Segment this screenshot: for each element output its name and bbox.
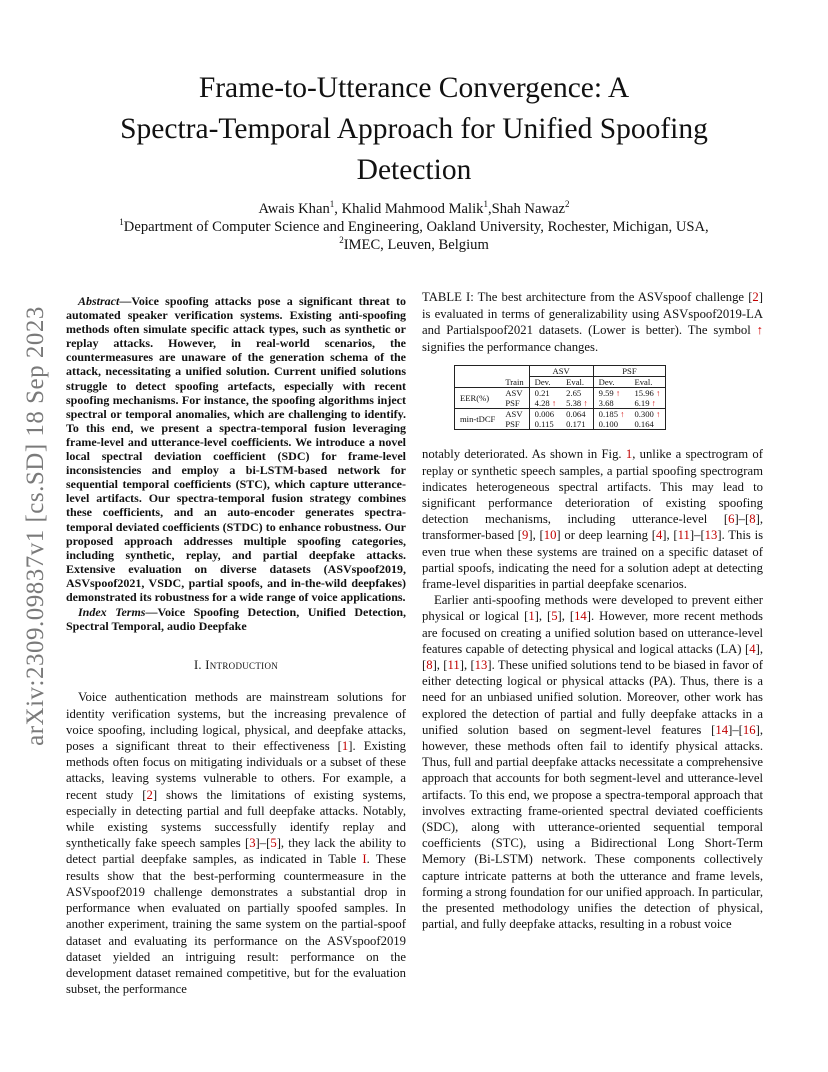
paper-title <box>60 68 768 191</box>
up-arrow-icon: ↑ <box>583 398 588 409</box>
citation-link[interactable]: 8 <box>749 512 756 527</box>
citation-link[interactable]: 10 <box>543 528 557 543</box>
text-run: . These results show that the best-performing countermeasure in the ASVspoof2019 challenge demonstrates a substantial drop in performance when evaluated on partially spoofed samples. In another experiment, training the same system on the partial-spoof dataset and evaluating its performance on the ASVspoof2019 dataset yielded an intriguing result: performance on the development dataset remained competitive, but for the evaluation subset, the performance <box>66 852 406 997</box>
index-terms-text: —Voice Spoofing Detection, Unified Detection, Spectral Temporal, audio Deepfake <box>66 605 406 634</box>
table-sub-header: Eval. <box>561 377 593 388</box>
table-value: 6.19 <box>634 398 650 409</box>
table-value: 0.006 <box>534 409 554 420</box>
text-run: ], [ <box>459 658 475 673</box>
table-row <box>455 388 666 399</box>
table-train-cell: ASV <box>505 388 523 399</box>
text-run: ], [ <box>422 641 763 673</box>
affiliation-1 <box>60 218 768 236</box>
citation-link[interactable]: 4 <box>655 528 663 543</box>
text-run: ]–[ <box>689 528 705 543</box>
text-run: ], [ <box>662 528 678 543</box>
table-value: 4.28 <box>534 398 550 409</box>
table-sub-header: Dev. <box>593 377 629 388</box>
table-value-cell <box>529 419 561 430</box>
citation-link[interactable]: 2 <box>146 787 153 802</box>
citation-link[interactable]: 8 <box>426 658 433 673</box>
table-value-cell <box>561 398 593 409</box>
index-terms-label: Index Terms <box>78 605 146 620</box>
author-affil-mark: 1 <box>329 199 335 210</box>
table-train-cell: ASV <box>500 409 529 420</box>
table-value: 0.115 <box>534 419 554 430</box>
text-run: Earlier anti-spoofing methods were developed to prevent either physical or logical [ <box>422 593 763 624</box>
text-run: ] is evaluated in terms of generalizability using ASVspoof2019-LA and Partialspoof2021 datasets. (Lower is better). The symbol <box>422 290 763 338</box>
title-line: Spectra-Temporal Approach for Unified Spoofing <box>120 113 708 145</box>
affiliation-2 <box>60 236 768 254</box>
results-table <box>454 365 666 430</box>
left-column <box>66 294 406 997</box>
citation-link[interactable]: 14 <box>715 722 729 737</box>
table-value: 0.300 <box>634 409 654 420</box>
up-arrow-icon: ↑ <box>655 388 661 399</box>
up-arrow-icon: ↑ <box>615 388 621 399</box>
text-run: ]. This is even true when these systems are trained on a specific dataset of partial spoofs, indicating the need for a solution adept at detecting frame-level disparities in partial deepfake scenarios. <box>422 528 764 591</box>
table-value-cell <box>561 409 593 420</box>
body-paragraph <box>422 592 763 932</box>
author-list <box>60 200 768 218</box>
text-run: ], however, these methods often fail to identify physical attacks. Thus, full and partial deepfake attacks necessitate a comprehensive approach that accounts for both segment-level and utterance-level artifacts. To this end, we propose a spectra-temporal approach that involves extracting frame-oriented spectral deviated coefficients (SDC), along with utterance-oriented sequential temporal coefficients (STC), using a Bidirectional Long Short-Term Memory (Bi-LSTM) network. These components collectively capture intricate patterns at both the utterance and frame levels, forming a strong foundation for our unified approach. In particular, the presented methodology unifies the detection of physical, partial, and fully deepfake attacks, resulting in a robust voice <box>422 722 763 932</box>
table-value: 3.68 <box>598 398 614 409</box>
affil-text: Department of Computer Science and Engineering, Oakland University, Rochester, Michigan, USA, <box>123 219 709 235</box>
up-arrow-icon: ↑ <box>655 409 661 420</box>
text-run: ]. Existing methods often focus on mitigating individuals or a subset of these attacks, leaving systems vulnerable to others. For example, a recent study [ <box>66 739 406 802</box>
text-run: ], [ <box>528 528 544 543</box>
citation-link[interactable]: 14 <box>574 609 587 624</box>
table-group-header: PSF <box>593 366 666 377</box>
abstract-label: Abstract <box>78 294 120 308</box>
table-value: 5.38 <box>566 398 582 409</box>
text-run: ]–[ <box>255 836 271 851</box>
table-sub-header: Dev. <box>529 377 561 388</box>
intro-paragraph <box>66 689 406 997</box>
citation-link[interactable]: 5 <box>551 609 558 624</box>
table-value-cell <box>629 398 665 409</box>
table-value: 9.59 <box>598 388 614 399</box>
table-value-cell <box>629 419 665 430</box>
table-metric-cell: EER(%) <box>455 388 501 409</box>
text-run: ]. However, more recent methods are focused on creating a unified solution based on utterance-level features capable of detecting physical and logical attacks (LA) [ <box>422 609 763 656</box>
title-line: Detection <box>356 154 472 186</box>
citation-link[interactable]: 13 <box>474 658 488 673</box>
table-value-cell <box>529 398 561 409</box>
table-value: 0.185 <box>598 409 618 420</box>
table-value-cell <box>529 388 561 399</box>
citation-link[interactable]: 3 <box>249 836 256 851</box>
table-sub-header: Eval. <box>629 377 665 388</box>
abstract <box>66 294 406 604</box>
author-name: Awais Khan <box>258 201 330 217</box>
citation-link[interactable]: 4 <box>749 641 756 656</box>
body-paragraph <box>422 446 763 592</box>
text-run: ]–[ <box>734 512 750 527</box>
author-affil-mark: 2 <box>564 199 570 210</box>
affil-mark: 2 <box>339 235 344 246</box>
index-terms <box>66 605 406 633</box>
up-arrow-icon: ↑ <box>651 398 656 409</box>
author-separator: , <box>487 201 492 217</box>
table-corner <box>500 366 529 377</box>
text-run: signifies the performance changes. <box>422 339 599 354</box>
up-arrow-icon: ↑ <box>620 409 625 420</box>
author-name: Shah Nawaz <box>491 201 565 217</box>
text-run: Voice authentication methods are mainstream solutions for identity verification systems, but the increasing prevalence of voice spoofing, including logical, physical, and deepfake attacks, poses a significant threat to their effectiveness [ <box>66 690 406 754</box>
text-run: , unlike a spectrogram of replay or synthetic speech samples, a partial spoofing spectrogram indicates heterogeneous spectral artifacts. This may lead to significant performance deterioration of existing spoofing detection mechanisms, including utterance-level [ <box>422 447 763 527</box>
affil-text: IMEC, Leuven, Belgium <box>343 237 489 253</box>
table-ref-link[interactable]: I <box>362 852 367 867</box>
author-name: Khalid Mahmood Malik <box>341 201 484 217</box>
section-heading <box>66 657 406 673</box>
citation-link[interactable]: 11 <box>447 658 460 673</box>
table-value-cell <box>561 419 593 430</box>
table-group-header: ASV <box>529 366 593 377</box>
table-caption <box>422 289 763 355</box>
table-value: 15.96 <box>634 388 654 399</box>
citation-link[interactable]: 2 <box>752 290 759 304</box>
arxiv-stamp: arXiv:2309.09837v1 [cs.SD] 18 Sep 2023 <box>22 306 49 746</box>
citation-link[interactable]: 1 <box>341 739 349 754</box>
table-value-cell <box>561 388 593 399</box>
table-value: 2.65 <box>566 388 582 399</box>
text-run: ], [ <box>557 609 575 624</box>
text-run: ], [ <box>432 658 448 673</box>
citation-link[interactable]: 11 <box>677 528 690 543</box>
text-run: notably deteriorated. As shown in Fig. <box>422 447 626 462</box>
affil-mark: 1 <box>119 217 124 228</box>
figure-ref-link[interactable]: 1 <box>625 447 633 462</box>
author-separator: , <box>334 201 342 217</box>
table-value: 0.171 <box>566 419 586 430</box>
table-value: 0.21 <box>534 388 550 399</box>
table-corner <box>455 377 501 388</box>
section-number: I. <box>193 658 206 673</box>
citation-link[interactable]: 5 <box>270 836 277 851</box>
section-name: Introduction <box>205 658 279 673</box>
text-run: ], they lack the ability to detect partial deepfake samples, as indicated in Table <box>66 836 406 867</box>
table-value-cell <box>629 388 665 399</box>
title-line: Frame-to-Utterance Convergence: A <box>198 72 630 104</box>
table-train-header: Train <box>500 377 529 388</box>
up-arrow-icon: ↑ <box>756 323 763 338</box>
table-value: 0.100 <box>598 419 618 430</box>
abstract-text: —Voice spoofing attacks pose a significant threat to automated speaker verification systems. Existing anti-spoofing methods often simulate specific attack types, such as synthetic or replay attacks. However, in real-world scenarios, the countermeasures are unaware of the generation schema of the attack, necessitating a unified solution. Current unified solutions struggle to detect spoofing artefacts, especially with recent spoofing mechanisms. For instance, the spoofing algorithms inject spectral or temporal anomalies, which are challenging to identify. To this end, we present a spectra-temporal fusion leveraging frame-level and utterance-level coefficients. We introduce a novel local spectral deviation coefficient (SDC) for frame-level inconsistencies and employ a bi-LSTM-based network for sequential temporal coefficients (STC), which capture utterance-level artifacts. Our spectra-temporal fusion strategy combines these coefficients, and an auto-encoder generates spectra-temporal deviated coefficients (STDC) to enhance robustness. Our proposed approach addresses multiple spoofing categories, including synthetic, replay, and partial deepfake attacks. Extensive evaluation on diverse datasets (ASVspoof2019, ASVspoof2021, VSDC, partial spoofs, and in-the-wild deepfakes) demonstrated its robustness for a wide range of voice applications. <box>66 294 406 604</box>
table-train-cell: PSF <box>505 398 520 409</box>
table-value-cell <box>593 419 629 430</box>
table-value: 0.164 <box>634 419 654 430</box>
citation-link[interactable]: 6 <box>728 512 735 527</box>
up-arrow-icon: ↑ <box>551 398 557 409</box>
right-column <box>422 289 763 932</box>
citation-link[interactable]: 13 <box>704 528 718 543</box>
table-train-cell: PSF <box>500 419 529 430</box>
text-run: ], [ <box>534 609 552 624</box>
table-value-cell <box>529 409 561 420</box>
citation-link[interactable]: 9 <box>522 528 529 543</box>
text-run: ], transformer-based [ <box>422 512 763 543</box>
author-affil-mark: 1 <box>483 199 488 210</box>
citation-link[interactable]: 16 <box>742 722 756 737</box>
table-value: 0.064 <box>566 409 586 420</box>
text-run: ] or deep learning [ <box>556 528 656 543</box>
table-value-cell <box>593 388 629 399</box>
table-row <box>455 409 666 420</box>
table-body <box>455 388 666 430</box>
table-value-cell <box>629 409 665 420</box>
citation-link[interactable]: 1 <box>528 609 535 624</box>
text-run: ]. These unified solutions tend to be biased in favor of either detecting logical or physical attacks (PA). Thus, there is a need for an unbiased unified solution. Moreover, other work has explored the detection of partial and fully deepfake attacks in a unified solution based on segment-level features [ <box>422 658 764 737</box>
text-run: ]–[ <box>728 722 743 737</box>
table-value-cell <box>593 398 629 409</box>
text-run: TABLE I: The best architecture from the ASVspoof challenge [ <box>422 290 753 304</box>
table-corner <box>455 366 501 377</box>
text-run: ] shows the limitations of existing systems, especially in detecting partial and full deepfake attacks. Notably, while existing systems successfully identify replay and synthetically fake speech samples [ <box>66 787 406 851</box>
table-value-cell <box>593 409 629 420</box>
table-metric-cell: min-tDCF <box>455 409 501 430</box>
